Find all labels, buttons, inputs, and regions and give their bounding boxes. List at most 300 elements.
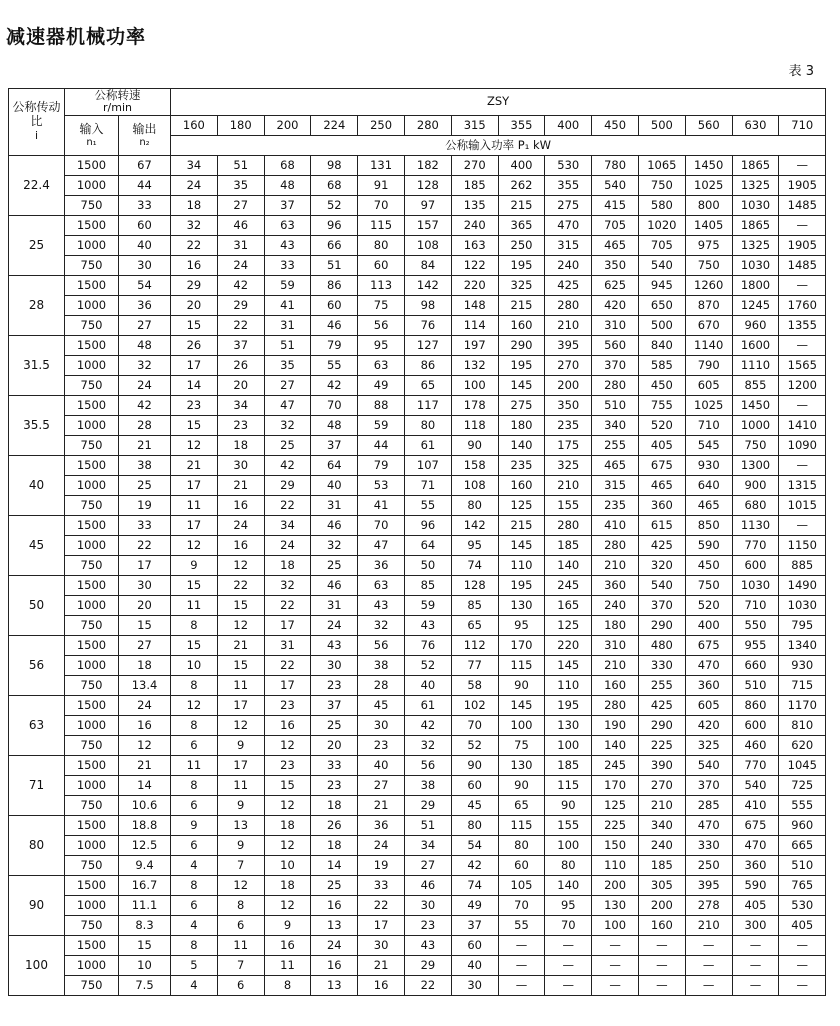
table-row — [9, 855, 826, 875]
power-cell: 945 — [638, 275, 685, 295]
power-cell: 23 — [358, 735, 405, 755]
power-cell: 370 — [592, 355, 639, 375]
ratio-cell: 22.4 — [9, 155, 65, 215]
power-cell: 37 — [311, 695, 358, 715]
power-cell: 795 — [779, 615, 826, 635]
ratio-header-symbol: i — [34, 129, 39, 143]
power-cell: 105 — [498, 875, 545, 895]
power-cell: 9 — [217, 735, 264, 755]
ratio-cell: 63 — [9, 695, 65, 755]
power-cell: 190 — [592, 715, 639, 735]
power-cell: 66 — [311, 235, 358, 255]
power-cell: 555 — [779, 795, 826, 815]
power-cell: 340 — [638, 815, 685, 835]
table-row — [9, 215, 826, 235]
power-cell: 460 — [732, 735, 779, 755]
power-cell: 36 — [358, 555, 405, 575]
ratio-header — [9, 89, 65, 156]
power-cell: — — [779, 515, 826, 535]
size-header-cell: 250 — [358, 115, 405, 135]
power-cell: 22 — [264, 595, 311, 615]
power-cell: 17 — [217, 755, 264, 775]
power-cell: 16 — [171, 255, 218, 275]
power-cell: 710 — [685, 415, 732, 435]
power-cell: 42 — [217, 275, 264, 295]
power-cell: 8 — [171, 935, 218, 955]
power-cell: 26 — [311, 815, 358, 835]
power-cell: 235 — [592, 495, 639, 515]
power-cell: 955 — [732, 635, 779, 655]
power-cell: 31 — [217, 235, 264, 255]
power-cell: 42 — [264, 455, 311, 475]
power-cell: 6 — [217, 915, 264, 935]
input-speed-cell: 750 — [65, 555, 119, 575]
table-row — [9, 615, 826, 635]
power-cell: 21 — [358, 955, 405, 975]
power-cell: — — [498, 935, 545, 955]
power-cell: 40 — [451, 955, 498, 975]
power-cell: 60 — [311, 295, 358, 315]
power-cell: 22 — [171, 235, 218, 255]
power-cell: 290 — [638, 715, 685, 735]
power-cell: 155 — [545, 495, 592, 515]
power-cell: 320 — [638, 555, 685, 575]
power-cell: 58 — [451, 675, 498, 695]
table-row — [9, 335, 826, 355]
power-cell: 140 — [498, 435, 545, 455]
power-cell: 310 — [592, 635, 639, 655]
input-speed-cell: 1500 — [65, 695, 119, 715]
power-cell: 425 — [545, 275, 592, 295]
power-cell: — — [592, 935, 639, 955]
power-cell: 11 — [264, 955, 311, 975]
output-speed-cell: 38 — [119, 455, 171, 475]
power-cell: 280 — [545, 295, 592, 315]
input-speed-cell: 750 — [65, 975, 119, 995]
power-cell: 17 — [358, 915, 405, 935]
size-header-cell: 500 — [638, 115, 685, 135]
power-cell: — — [732, 955, 779, 975]
input-speed-cell: 750 — [65, 495, 119, 515]
power-cell: 37 — [264, 195, 311, 215]
power-cell: 510 — [779, 855, 826, 875]
power-cell: 125 — [498, 495, 545, 515]
power-cell: 64 — [311, 455, 358, 475]
power-cell: 60 — [451, 775, 498, 795]
power-cell: 23 — [311, 675, 358, 695]
power-cell: 113 — [358, 275, 405, 295]
power-cell: 350 — [592, 255, 639, 275]
power-cell: 43 — [358, 595, 405, 615]
power-cell: 23 — [311, 775, 358, 795]
power-cell: 625 — [592, 275, 639, 295]
size-header-cell: 400 — [545, 115, 592, 135]
output-speed-cell: 28 — [119, 415, 171, 435]
table-row — [9, 575, 826, 595]
power-cell: 755 — [638, 395, 685, 415]
output-speed-cell: 22 — [119, 535, 171, 555]
power-cell: 53 — [358, 475, 405, 495]
power-cell: 108 — [404, 235, 451, 255]
power-cell: — — [732, 975, 779, 995]
ratio-cell: 50 — [9, 575, 65, 635]
power-cell: 675 — [638, 455, 685, 475]
power-cell: 360 — [592, 575, 639, 595]
power-cell: 32 — [264, 415, 311, 435]
output-speed-cell: 42 — [119, 395, 171, 415]
power-cell: 115 — [498, 815, 545, 835]
output-speed-cell: 7.5 — [119, 975, 171, 995]
power-cell: 770 — [732, 755, 779, 775]
power-cell: 21 — [217, 475, 264, 495]
output-speed-cell: 19 — [119, 495, 171, 515]
input-speed-symbol: n₁ — [86, 136, 97, 148]
output-speed-cell: 54 — [119, 275, 171, 295]
power-cell: 63 — [358, 355, 405, 375]
power-cell: 15 — [217, 655, 264, 675]
output-speed-cell: 12 — [119, 735, 171, 755]
power-cell: — — [638, 955, 685, 975]
power-cell: 235 — [498, 455, 545, 475]
input-speed-cell: 750 — [65, 195, 119, 215]
power-cell: 18 — [264, 875, 311, 895]
power-cell: 122 — [451, 255, 498, 275]
power-cell: 142 — [404, 275, 451, 295]
power-cell: 620 — [779, 735, 826, 755]
input-speed-cell: 1500 — [65, 875, 119, 895]
power-cell: 32 — [171, 215, 218, 235]
power-cell: 46 — [311, 515, 358, 535]
power-cell: 1450 — [685, 155, 732, 175]
power-cell: 530 — [779, 895, 826, 915]
power-cell: 1130 — [732, 515, 779, 535]
power-cell: 22 — [264, 495, 311, 515]
speed-header — [65, 89, 171, 116]
power-cell: 16 — [358, 975, 405, 995]
power-cell: 17 — [217, 695, 264, 715]
input-speed-cell: 750 — [65, 315, 119, 335]
power-cell: 18 — [311, 795, 358, 815]
series-header: ZSY — [171, 89, 826, 116]
power-cell: 4 — [171, 855, 218, 875]
power-cell: 16 — [264, 935, 311, 955]
power-cell: — — [779, 275, 826, 295]
ratio-cell: 56 — [9, 635, 65, 695]
power-cell: 12 — [171, 535, 218, 555]
power-cell: 325 — [498, 275, 545, 295]
power-cell: 370 — [685, 775, 732, 795]
power-cell: 163 — [451, 235, 498, 255]
input-speed-cell: 1000 — [65, 355, 119, 375]
power-cell: 31 — [264, 635, 311, 655]
power-cell: 96 — [404, 515, 451, 535]
power-cell: 9 — [171, 815, 218, 835]
power-cell: 45 — [358, 695, 405, 715]
power-cell: 195 — [498, 355, 545, 375]
table-row — [9, 455, 826, 475]
output-speed-cell: 44 — [119, 175, 171, 195]
power-cell: 6 — [217, 975, 264, 995]
power-cell: 98 — [311, 155, 358, 175]
power-cell: 1490 — [779, 575, 826, 595]
power-cell: 420 — [592, 295, 639, 315]
input-speed-cell: 1000 — [65, 655, 119, 675]
power-unit-header: 公称输入功率 P₁ kW — [171, 135, 826, 155]
power-cell: 465 — [592, 455, 639, 475]
size-header-cell: 180 — [217, 115, 264, 135]
power-cell: 11 — [171, 755, 218, 775]
power-cell: 71 — [404, 475, 451, 495]
power-cell: 22 — [217, 315, 264, 335]
power-cell: 480 — [638, 635, 685, 655]
power-cell: 8 — [171, 715, 218, 735]
power-cell: 74 — [451, 555, 498, 575]
input-speed-cell: 750 — [65, 255, 119, 275]
output-speed-cell: 33 — [119, 195, 171, 215]
power-cell: 215 — [498, 515, 545, 535]
table-row — [9, 255, 826, 275]
size-header-cell: 450 — [592, 115, 639, 135]
power-cell: 157 — [404, 215, 451, 235]
power-cell: 1905 — [779, 235, 826, 255]
power-cell: 8 — [171, 675, 218, 695]
power-cell: 115 — [498, 655, 545, 675]
power-cell: 51 — [217, 155, 264, 175]
power-cell: 30 — [217, 455, 264, 475]
input-speed-cell: 1000 — [65, 295, 119, 315]
power-cell: 80 — [498, 835, 545, 855]
output-speed-cell: 10 — [119, 955, 171, 975]
power-cell: 770 — [732, 535, 779, 555]
power-cell: 425 — [638, 695, 685, 715]
power-cell: 24 — [358, 835, 405, 855]
power-cell: 1865 — [732, 155, 779, 175]
power-cell: 640 — [685, 475, 732, 495]
power-cell: — — [779, 975, 826, 995]
table-row — [9, 475, 826, 495]
table-row — [9, 935, 826, 955]
power-cell: 80 — [451, 495, 498, 515]
power-cell: 605 — [685, 695, 732, 715]
power-cell: 225 — [638, 735, 685, 755]
power-cell: 1325 — [732, 175, 779, 195]
table-row — [9, 815, 826, 835]
power-cell: 15 — [171, 635, 218, 655]
power-cell: 750 — [638, 175, 685, 195]
output-speed-cell: 48 — [119, 335, 171, 355]
power-cell: 170 — [592, 775, 639, 795]
table-row — [9, 675, 826, 695]
output-speed-cell: 30 — [119, 575, 171, 595]
power-cell: 9 — [217, 795, 264, 815]
output-speed-cell: 30 — [119, 255, 171, 275]
power-cell: 6 — [171, 795, 218, 815]
power-cell: 18 — [171, 195, 218, 215]
power-cell: 305 — [638, 875, 685, 895]
power-cell: 70 — [311, 395, 358, 415]
power-cell: 130 — [498, 755, 545, 775]
power-cell: 80 — [451, 815, 498, 835]
power-cell: 1485 — [779, 255, 826, 275]
power-cell: 540 — [732, 775, 779, 795]
power-cell: 23 — [171, 395, 218, 415]
power-cell: 210 — [592, 555, 639, 575]
power-cell: 670 — [685, 315, 732, 335]
power-cell: 65 — [498, 795, 545, 815]
input-speed-cell: 750 — [65, 435, 119, 455]
power-cell: 70 — [545, 915, 592, 935]
power-cell: 840 — [638, 335, 685, 355]
power-cell: 56 — [404, 755, 451, 775]
power-cell: 52 — [451, 735, 498, 755]
output-speed-cell: 11.1 — [119, 895, 171, 915]
power-cell: 32 — [264, 575, 311, 595]
output-speed-cell: 24 — [119, 375, 171, 395]
input-speed-cell: 750 — [65, 735, 119, 755]
power-cell: 245 — [545, 575, 592, 595]
power-cell: 34 — [171, 155, 218, 175]
size-header-cell: 160 — [171, 115, 218, 135]
power-cell: 70 — [451, 715, 498, 735]
power-cell: 185 — [638, 855, 685, 875]
output-speed-header — [119, 115, 171, 155]
ratio-cell: 25 — [9, 215, 65, 275]
power-cell: 14 — [311, 855, 358, 875]
power-cell: 465 — [592, 235, 639, 255]
power-cell: 22 — [358, 895, 405, 915]
power-cell: 240 — [638, 835, 685, 855]
power-cell: 140 — [592, 735, 639, 755]
power-cell: 52 — [311, 195, 358, 215]
power-cell: 11 — [171, 595, 218, 615]
table-row — [9, 435, 826, 455]
output-speed-cell: 13.4 — [119, 675, 171, 695]
power-cell: 750 — [685, 255, 732, 275]
power-cell: 63 — [358, 575, 405, 595]
power-cell: 300 — [732, 915, 779, 935]
power-cell: 50 — [404, 555, 451, 575]
power-cell: 250 — [498, 235, 545, 255]
power-cell: 55 — [498, 915, 545, 935]
power-cell: 27 — [264, 375, 311, 395]
power-cell: 17 — [264, 615, 311, 635]
power-cell: 43 — [311, 635, 358, 655]
power-cell: 37 — [311, 435, 358, 455]
power-cell: 13 — [311, 975, 358, 995]
power-cell: 48 — [311, 415, 358, 435]
input-speed-header — [65, 115, 119, 155]
power-cell: 250 — [685, 855, 732, 875]
power-cell: 210 — [545, 475, 592, 495]
output-speed-cell: 32 — [119, 355, 171, 375]
power-cell: 59 — [358, 415, 405, 435]
power-cell: 900 — [732, 475, 779, 495]
power-cell: 930 — [685, 455, 732, 475]
power-cell: 365 — [498, 215, 545, 235]
power-cell: 500 — [638, 315, 685, 335]
power-cell: 55 — [404, 495, 451, 515]
power-cell: 470 — [685, 815, 732, 835]
power-cell: 1030 — [732, 255, 779, 275]
power-cell: 108 — [451, 475, 498, 495]
output-speed-cell: 67 — [119, 155, 171, 175]
power-cell: 79 — [358, 455, 405, 475]
power-cell: 290 — [498, 335, 545, 355]
power-cell: 1760 — [779, 295, 826, 315]
power-cell: 80 — [358, 235, 405, 255]
output-speed-label: 输出 — [132, 121, 157, 136]
table-row — [9, 495, 826, 515]
table-row — [9, 755, 826, 775]
power-cell: 95 — [545, 895, 592, 915]
power-cell: — — [592, 955, 639, 975]
power-cell: — — [779, 335, 826, 355]
power-cell: 12 — [264, 895, 311, 915]
power-cell: 102 — [451, 695, 498, 715]
power-cell: 850 — [685, 515, 732, 535]
table-row — [9, 355, 826, 375]
power-cell: 12 — [171, 695, 218, 715]
power-cell: 195 — [498, 575, 545, 595]
power-cell: 185 — [451, 175, 498, 195]
power-cell: 22 — [404, 975, 451, 995]
power-cell: 182 — [404, 155, 451, 175]
power-cell: 22 — [217, 575, 264, 595]
ratio-cell: 71 — [9, 755, 65, 815]
power-cell: 410 — [732, 795, 779, 815]
power-cell: 128 — [451, 575, 498, 595]
power-cell: — — [592, 975, 639, 995]
power-cell: 38 — [358, 655, 405, 675]
power-cell: 24 — [217, 515, 264, 535]
power-cell: 79 — [311, 335, 358, 355]
power-cell: 160 — [592, 675, 639, 695]
power-cell: 29 — [404, 795, 451, 815]
power-cell: 360 — [685, 675, 732, 695]
power-cell: 580 — [638, 195, 685, 215]
power-cell: — — [732, 935, 779, 955]
power-cell: 1200 — [779, 375, 826, 395]
power-cell: 1030 — [732, 195, 779, 215]
input-speed-cell: 1000 — [65, 475, 119, 495]
power-cell: 80 — [404, 415, 451, 435]
output-speed-cell: 10.6 — [119, 795, 171, 815]
power-cell: 30 — [451, 975, 498, 995]
power-cell: 30 — [404, 895, 451, 915]
power-cell: 41 — [358, 495, 405, 515]
power-cell: 155 — [545, 815, 592, 835]
power-cell: 1170 — [779, 695, 826, 715]
power-cell: 705 — [638, 235, 685, 255]
power-cell: 70 — [358, 195, 405, 215]
power-cell: 235 — [545, 415, 592, 435]
power-cell: 280 — [592, 535, 639, 555]
power-cell: 325 — [685, 735, 732, 755]
power-cell: 12 — [264, 795, 311, 815]
power-cell: 75 — [358, 295, 405, 315]
power-cell: 22 — [264, 655, 311, 675]
power-cell: 115 — [358, 215, 405, 235]
power-cell: 150 — [592, 835, 639, 855]
power-cell: 77 — [451, 655, 498, 675]
power-cell: 28 — [358, 675, 405, 695]
power-cell: — — [545, 975, 592, 995]
power-cell: 24 — [171, 175, 218, 195]
power-cell: 55 — [311, 355, 358, 375]
power-cell: 65 — [404, 375, 451, 395]
power-cell: 8 — [171, 775, 218, 795]
power-cell: 160 — [498, 315, 545, 335]
